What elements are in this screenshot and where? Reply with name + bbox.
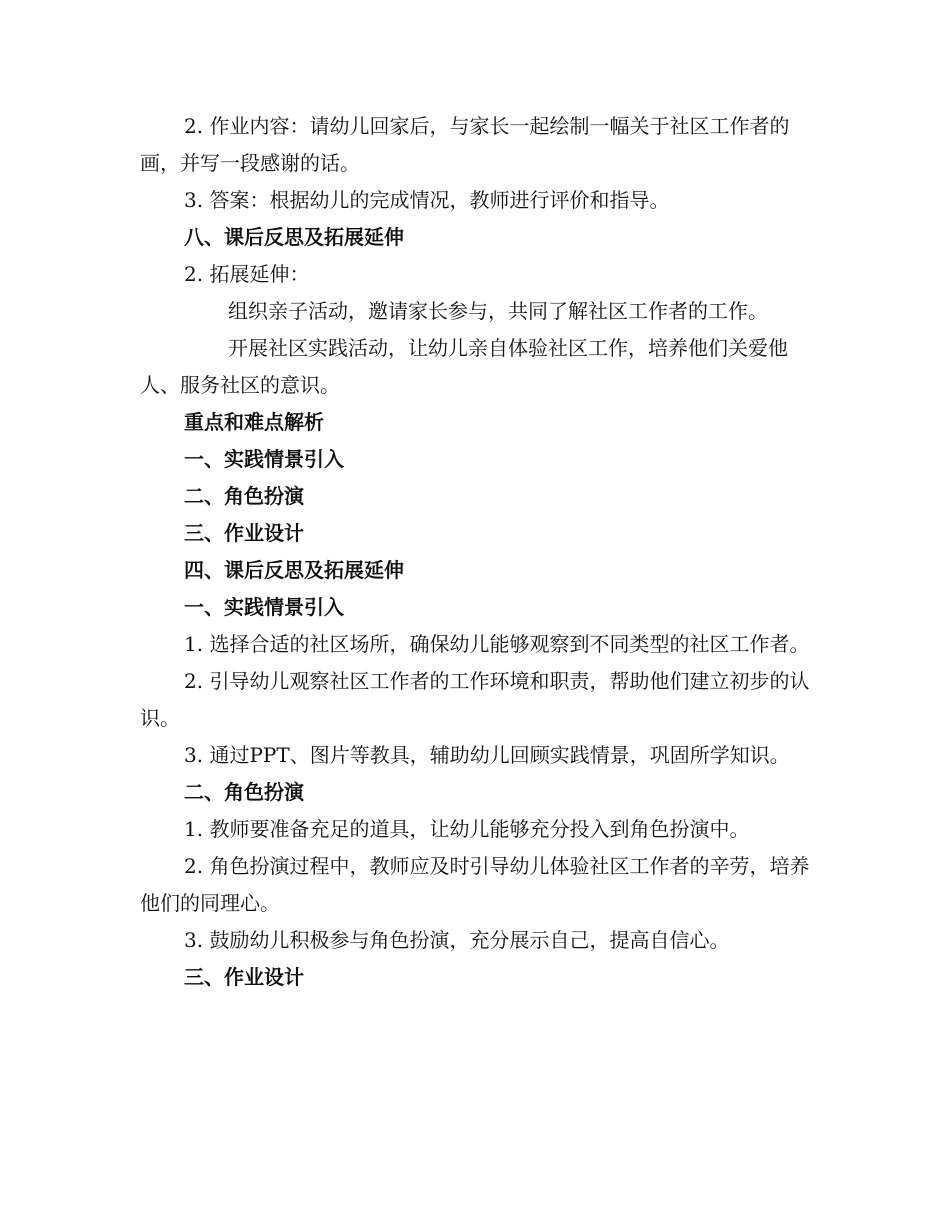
heading-homework-summary: 三、作业设计 — [184, 521, 304, 545]
heading-practice-intro-summary: 一、实践情景引入 — [184, 447, 344, 471]
paragraph-community-practice: 开展社区实践活动，让幼儿亲自体验社区工作，培养他们关爱他人、服务社区的意识。 — [140, 336, 788, 397]
document-body — [140, 108, 810, 996]
paragraph-homework-content: 2. 作业内容：请幼儿回家后，与家长一起绘制一幅关于社区工作者的画，并写一段感谢的话。 — [140, 114, 790, 175]
heading-role-play-summary: 二、角色扮演 — [184, 484, 304, 508]
heading-reflection-summary: 四、课后反思及拓展延伸 — [184, 558, 404, 582]
paragraph-practice-1: 1. 选择合适的社区场所，确保幼儿能够观察到不同类型的社区工作者。 — [184, 632, 810, 656]
paragraph-answer: 3. 答案：根据幼儿的完成情况，教师进行评价和指导。 — [184, 188, 670, 212]
paragraph-practice-3: 3. 通过PPT、图片等教具，辅助幼儿回顾实践情景，巩固所学知识。 — [184, 743, 790, 767]
heading-practice-intro: 一、实践情景引入 — [184, 595, 344, 619]
heading-key-points: 重点和难点解析 — [184, 410, 324, 434]
heading-role-play: 二、角色扮演 — [184, 780, 304, 804]
paragraph-practice-2: 2. 引导幼儿观察社区工作者的工作环境和职责，帮助他们建立初步的认识。 — [140, 669, 810, 730]
paragraph-parent-child-activity: 组织亲子活动，邀请家长参与，共同了解社区工作者的工作。 — [228, 299, 768, 323]
heading-homework: 三、作业设计 — [184, 965, 304, 989]
paragraph-role-play-1: 1. 教师要准备充足的道具，让幼儿能够充分投入到角色扮演中。 — [184, 817, 750, 841]
paragraph-role-play-2: 2. 角色扮演过程中，教师应及时引导幼儿体验社区工作者的辛劳，培养他们的同理心。 — [140, 854, 810, 915]
paragraph-extension-title: 2. 拓展延伸： — [184, 262, 310, 286]
paragraph-role-play-3: 3. 鼓励幼儿积极参与角色扮演，充分展示自己，提高自信心。 — [184, 928, 730, 952]
heading-reflection-extension: 八、课后反思及拓展延伸 — [184, 225, 404, 249]
